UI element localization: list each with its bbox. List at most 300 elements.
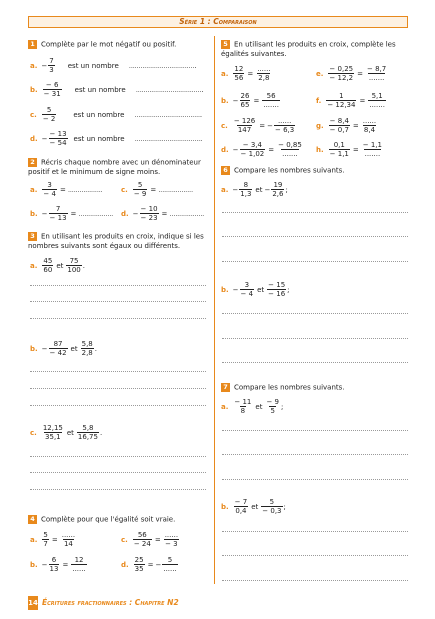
series-title-rest: Comparaison bbox=[213, 17, 257, 26]
punctuation: . bbox=[99, 428, 103, 437]
equals-sign: = bbox=[147, 560, 154, 569]
answer-line[interactable] bbox=[222, 236, 408, 237]
denominator: − 13 bbox=[49, 214, 67, 222]
numerator: − 9 bbox=[266, 398, 279, 406]
minus-sign: − bbox=[232, 285, 239, 294]
ex5-item-e bbox=[316, 65, 388, 82]
item-label: h. bbox=[316, 145, 324, 154]
numerator: 25 bbox=[134, 556, 144, 564]
denominator: − 4 bbox=[240, 290, 254, 298]
item-label: d. bbox=[30, 134, 38, 143]
fraction bbox=[140, 205, 159, 222]
fraction bbox=[133, 531, 152, 548]
item-label: f. bbox=[316, 96, 322, 105]
minus-sign: − bbox=[41, 560, 48, 569]
item-label: a. bbox=[30, 535, 38, 544]
punctuation: . bbox=[199, 110, 203, 119]
minus-sign: − bbox=[41, 209, 48, 218]
answer-blank[interactable]: .................. bbox=[169, 209, 205, 218]
numerator: 7 bbox=[49, 57, 54, 65]
ex6-item-b bbox=[221, 281, 290, 298]
item-label: d. bbox=[121, 209, 129, 218]
numerator: − 3,4 bbox=[242, 141, 262, 149]
fraction bbox=[42, 424, 64, 441]
numerator: ...... bbox=[277, 117, 292, 125]
minus-sign: − bbox=[267, 121, 274, 130]
answer-line[interactable] bbox=[30, 456, 206, 457]
numerator: 12 bbox=[234, 65, 244, 73]
numerator: − 126 bbox=[233, 117, 256, 125]
item-label: a. bbox=[221, 402, 229, 411]
item-label: b. bbox=[30, 209, 38, 218]
minus-sign: − bbox=[264, 185, 271, 194]
answer-line[interactable] bbox=[30, 371, 206, 372]
ex2-item-b bbox=[30, 205, 113, 222]
equals-sign: = bbox=[51, 535, 58, 544]
numerator: − 0,25 bbox=[329, 65, 354, 73]
numerator: − 13 bbox=[49, 130, 67, 138]
minus-sign: − bbox=[41, 61, 48, 70]
equals-sign: = bbox=[59, 185, 66, 194]
answer-line[interactable] bbox=[222, 479, 408, 480]
punctuation: . bbox=[194, 61, 197, 70]
exercise-3-line1: En utilisant les produits en croix, indique si les bbox=[41, 232, 204, 241]
et-word: et bbox=[257, 285, 265, 294]
ex5-item-d bbox=[221, 141, 304, 158]
exercise-3-title bbox=[28, 232, 204, 252]
fraction bbox=[329, 141, 350, 158]
denominator: ...... bbox=[72, 565, 86, 573]
equals-sign: = bbox=[247, 69, 254, 78]
numerator: 87 bbox=[53, 340, 63, 348]
denominator: − 24 bbox=[133, 540, 151, 548]
fraction bbox=[265, 398, 280, 415]
punctuation: . bbox=[82, 261, 85, 270]
fraction[interactable] bbox=[262, 92, 280, 109]
item-text: est un nombre bbox=[74, 85, 126, 94]
fraction[interactable] bbox=[366, 65, 387, 82]
numerator: 3 bbox=[47, 181, 52, 189]
fraction[interactable] bbox=[368, 92, 386, 109]
numerator: 45 bbox=[43, 257, 53, 265]
fraction[interactable] bbox=[362, 141, 383, 158]
denominator: 1,3 bbox=[240, 190, 252, 198]
answer-line[interactable] bbox=[222, 580, 408, 581]
numerator: ...... bbox=[61, 531, 76, 539]
answer-blank[interactable]: .................................. bbox=[135, 85, 202, 94]
fraction bbox=[81, 340, 94, 357]
fraction bbox=[233, 117, 256, 134]
minus-sign: − bbox=[41, 134, 48, 143]
answer-line[interactable] bbox=[222, 212, 408, 213]
answer-line[interactable] bbox=[30, 489, 206, 490]
fraction bbox=[233, 65, 244, 82]
numerator: 5 bbox=[167, 556, 173, 564]
exercise-5-line1: En utilisant les produits en croix, complète les bbox=[234, 40, 396, 49]
answer-line[interactable] bbox=[30, 388, 206, 389]
denominator: − 23 bbox=[140, 214, 158, 222]
equals-sign: = bbox=[357, 69, 363, 78]
item-label: c. bbox=[221, 121, 228, 130]
fraction bbox=[261, 498, 282, 515]
et-word: et bbox=[70, 344, 78, 353]
et-word: et bbox=[255, 185, 263, 194]
denominator: 3 bbox=[49, 66, 54, 74]
denominator: ....... bbox=[282, 150, 298, 158]
et-word: et bbox=[255, 402, 263, 411]
equals-sign: = bbox=[352, 121, 359, 130]
minus-sign: − bbox=[132, 209, 139, 218]
numerator: 5 bbox=[43, 531, 48, 539]
item-label: a. bbox=[30, 185, 38, 194]
numerator: 5 bbox=[137, 181, 143, 189]
numerator: − 7 bbox=[234, 498, 248, 506]
item-label: a. bbox=[30, 261, 38, 270]
exercise-7-number: 7 bbox=[221, 383, 230, 392]
fraction bbox=[49, 340, 68, 357]
punctuation: . bbox=[201, 85, 204, 94]
chapter-footer: Écritures fractionnaires : Chapitre N2 bbox=[42, 598, 179, 607]
item-label: d. bbox=[221, 145, 229, 154]
fraction[interactable] bbox=[256, 65, 271, 82]
denominator: 2,8 bbox=[81, 349, 93, 357]
denominator: − 16 bbox=[268, 290, 286, 298]
exercise-7-title bbox=[221, 383, 345, 393]
ex1-item-a bbox=[30, 57, 196, 74]
exercise-5-title bbox=[221, 40, 396, 60]
ex5-item-h bbox=[316, 141, 384, 158]
exercise-5-line2: égalités suivantes. bbox=[221, 50, 287, 58]
exercise-2-line1: Récris chaque nombre avec un dénominateur bbox=[41, 158, 201, 167]
fraction[interactable] bbox=[164, 531, 179, 548]
denominator: 2,8 bbox=[258, 74, 270, 82]
item-label: a. bbox=[30, 61, 38, 70]
ex4-item-c bbox=[121, 531, 180, 548]
exercise-3-number: 3 bbox=[28, 232, 37, 241]
fraction[interactable] bbox=[362, 117, 377, 134]
fraction bbox=[234, 498, 249, 515]
numerator: 5,8 bbox=[81, 340, 93, 348]
exercise-1-instruction: Complète par le mot négatif ou positif. bbox=[41, 40, 177, 49]
answer-blank[interactable]: .................. bbox=[67, 185, 103, 194]
item-label: b. bbox=[221, 502, 229, 511]
answer-blank[interactable]: .................. bbox=[78, 209, 114, 218]
fraction bbox=[240, 92, 251, 109]
exercise-6-number: 6 bbox=[221, 166, 230, 175]
fraction bbox=[240, 141, 266, 158]
item-label: c. bbox=[121, 535, 128, 544]
equals-sign: = bbox=[259, 121, 266, 130]
ex5-item-a bbox=[221, 65, 273, 82]
denominator: 147 bbox=[237, 126, 252, 134]
answer-line[interactable] bbox=[222, 454, 408, 455]
item-label: b. bbox=[221, 285, 229, 294]
page-number: 14 bbox=[28, 596, 38, 610]
ex2-item-c bbox=[121, 181, 193, 198]
fraction bbox=[66, 257, 81, 274]
numerator: 5 bbox=[46, 106, 52, 114]
denominator: − 31 bbox=[43, 90, 61, 98]
item-label: c. bbox=[30, 110, 37, 119]
denominator: ....... bbox=[368, 74, 385, 82]
item-label: a. bbox=[221, 69, 229, 78]
item-label: a. bbox=[221, 185, 229, 194]
minus-sign: − bbox=[155, 560, 162, 569]
answer-line[interactable] bbox=[30, 301, 206, 302]
fraction bbox=[49, 130, 68, 147]
fraction bbox=[77, 424, 99, 441]
punctuation: ; bbox=[281, 402, 284, 411]
item-label: c. bbox=[121, 185, 128, 194]
fraction bbox=[42, 181, 57, 198]
fraction bbox=[133, 181, 148, 198]
denominator: − 0,7 bbox=[329, 126, 349, 134]
item-label: c. bbox=[30, 428, 37, 437]
ex5-item-c bbox=[221, 117, 296, 134]
denominator: 14 bbox=[63, 540, 73, 548]
fraction bbox=[134, 556, 145, 573]
item-label: d. bbox=[121, 560, 129, 569]
ex1-item-d bbox=[30, 130, 202, 147]
item-label: b. bbox=[30, 344, 38, 353]
numerator: 19 bbox=[273, 181, 283, 189]
denominator: − 12,2 bbox=[329, 74, 354, 82]
equals-sign: = bbox=[161, 209, 168, 218]
fraction bbox=[48, 57, 54, 74]
item-label: b. bbox=[30, 560, 38, 569]
numerator: 12 bbox=[74, 556, 84, 564]
answer-line[interactable] bbox=[222, 338, 408, 339]
exercise-4-title bbox=[28, 515, 175, 525]
fraction bbox=[239, 181, 252, 198]
denominator: 2,6 bbox=[272, 190, 284, 198]
fraction bbox=[329, 117, 350, 134]
et-word: et bbox=[251, 502, 259, 511]
denominator: − 12,34 bbox=[327, 101, 356, 109]
ex3-item-a bbox=[30, 257, 85, 274]
denominator: 35 bbox=[134, 565, 144, 573]
et-word: et bbox=[66, 428, 74, 437]
fraction[interactable] bbox=[61, 531, 76, 548]
exercise-4-instruction: Complète pour que l'égalité soit vraie. bbox=[41, 515, 176, 524]
numerator: − 6 bbox=[45, 81, 59, 89]
numerator: 5,8 bbox=[82, 424, 94, 432]
denominator: 5 bbox=[270, 407, 275, 415]
numerator: − 1,1 bbox=[362, 141, 382, 149]
numerator: 7 bbox=[55, 205, 61, 213]
denominator: ....... bbox=[369, 101, 385, 109]
numerator: 26 bbox=[240, 92, 250, 100]
denominator: 100 bbox=[67, 266, 81, 274]
denominator: − 4 bbox=[43, 190, 56, 198]
ex4-item-a bbox=[30, 531, 77, 548]
denominator: 60 bbox=[43, 266, 53, 274]
denominator: 35,1 bbox=[45, 433, 61, 441]
numerator: 56 bbox=[266, 92, 276, 100]
numerator: 56 bbox=[137, 531, 147, 539]
answer-line[interactable] bbox=[222, 430, 408, 431]
numerator: − 15 bbox=[268, 281, 286, 289]
column-divider bbox=[214, 36, 215, 584]
denominator: − 9 bbox=[133, 190, 147, 198]
numerator: 0,1 bbox=[333, 141, 345, 149]
exercise-1-title bbox=[28, 40, 176, 50]
minus-sign: − bbox=[232, 145, 239, 154]
denominator: ...... bbox=[163, 565, 177, 573]
fraction[interactable] bbox=[277, 141, 303, 158]
numerator: ...... bbox=[164, 531, 179, 539]
fraction[interactable] bbox=[274, 117, 295, 134]
fraction bbox=[240, 281, 255, 298]
denominator: − 3 bbox=[165, 540, 178, 548]
denominator: 8 bbox=[240, 407, 246, 415]
ex1-item-c bbox=[30, 106, 202, 123]
minus-sign: − bbox=[232, 96, 239, 105]
exercise-1-number: 1 bbox=[28, 40, 37, 49]
numerator: − 8,4 bbox=[329, 117, 349, 125]
ex7-item-b bbox=[221, 498, 286, 515]
item-label: e. bbox=[316, 69, 324, 78]
answer-line[interactable] bbox=[222, 313, 408, 314]
numerator: 3 bbox=[244, 281, 250, 289]
numerator: 6 bbox=[51, 556, 57, 564]
ex2-item-d bbox=[121, 205, 204, 222]
answer-blank[interactable]: .................................. bbox=[128, 61, 195, 70]
denominator: 8,4 bbox=[363, 126, 376, 134]
minus-sign: − bbox=[232, 185, 239, 194]
ex4-item-d bbox=[121, 556, 179, 573]
denominator: 56 bbox=[234, 74, 244, 82]
equals-sign: = bbox=[70, 209, 77, 218]
item-text: est un nombre bbox=[73, 134, 125, 143]
answer-blank[interactable]: .................................. bbox=[134, 110, 200, 119]
item-label: b. bbox=[221, 96, 229, 105]
equals-sign: = bbox=[154, 535, 161, 544]
punctuation: . bbox=[200, 134, 203, 143]
series-title-prefix: Série 1 : bbox=[179, 17, 211, 26]
fraction bbox=[326, 92, 356, 109]
fraction bbox=[49, 556, 60, 573]
answer-line[interactable] bbox=[222, 531, 408, 532]
exercise-2-line2: positif et le minimum de signe moins. bbox=[28, 168, 161, 176]
denominator: − 6,3 bbox=[275, 126, 295, 134]
item-label: g. bbox=[316, 121, 324, 130]
denominator: ....... bbox=[364, 150, 381, 158]
equals-sign: = bbox=[253, 96, 260, 105]
item-text: est un nombre bbox=[67, 61, 119, 70]
answer-line[interactable] bbox=[30, 405, 206, 406]
fraction bbox=[42, 257, 53, 274]
ex4-item-b bbox=[30, 556, 88, 573]
punctuation: ; bbox=[285, 185, 288, 194]
denominator: − 0,3 bbox=[262, 507, 282, 515]
et-word: et bbox=[56, 261, 64, 270]
answer-blank[interactable]: .................................. bbox=[134, 134, 201, 143]
fraction bbox=[42, 531, 48, 548]
denominator: − 54 bbox=[49, 139, 67, 147]
ex5-item-f bbox=[316, 92, 387, 109]
denominator: 0,4 bbox=[235, 507, 247, 515]
ex3-item-b bbox=[30, 340, 97, 357]
item-label: b. bbox=[30, 85, 38, 94]
answer-line[interactable] bbox=[30, 285, 206, 286]
fraction bbox=[267, 281, 286, 298]
series-title-bar bbox=[28, 16, 408, 28]
exercise-6-title bbox=[221, 166, 345, 176]
exercise-5-number: 5 bbox=[221, 40, 230, 49]
fraction bbox=[328, 65, 354, 82]
denominator: 16,75 bbox=[77, 433, 98, 441]
minus-sign: − bbox=[41, 344, 48, 353]
exercise-4-number: 4 bbox=[28, 515, 37, 524]
numerator: − 0,85 bbox=[278, 141, 302, 149]
answer-line[interactable] bbox=[30, 472, 206, 473]
exercise-7-instruction: Compare les nombres suivants. bbox=[234, 383, 345, 392]
ex2-item-a bbox=[30, 181, 102, 198]
numerator: ...... bbox=[362, 117, 377, 125]
answer-line[interactable] bbox=[222, 362, 408, 363]
answer-line[interactable] bbox=[222, 261, 408, 262]
exercise-2-title bbox=[28, 158, 201, 178]
ex1-item-b bbox=[30, 81, 203, 98]
numerator: 1 bbox=[339, 92, 344, 100]
item-text: est un nombre bbox=[73, 110, 125, 119]
fraction bbox=[233, 398, 252, 415]
denominator: 65 bbox=[240, 101, 250, 109]
punctuation: ; bbox=[283, 502, 286, 511]
denominator: − 42 bbox=[49, 349, 67, 357]
equals-sign: = bbox=[62, 560, 69, 569]
numerator: 5 bbox=[269, 498, 275, 506]
equals-sign: = bbox=[359, 96, 366, 105]
punctuation: ; bbox=[287, 285, 290, 294]
exercise-2-number: 2 bbox=[28, 158, 37, 167]
denominator: − 1,02 bbox=[240, 150, 265, 158]
numerator: ...... bbox=[257, 65, 271, 73]
answer-line[interactable] bbox=[222, 555, 408, 556]
numerator: 75 bbox=[69, 257, 79, 265]
denominator: − 1,1 bbox=[329, 150, 349, 158]
numerator: 8 bbox=[243, 181, 249, 189]
ex7-item-a bbox=[221, 398, 283, 415]
fraction[interactable] bbox=[162, 556, 177, 573]
fraction bbox=[49, 205, 68, 222]
exercise-3-line2: nombres suivants sont égaux ou différents. bbox=[28, 242, 181, 250]
punctuation: . bbox=[94, 344, 97, 353]
equals-sign: = bbox=[268, 145, 275, 154]
answer-line[interactable] bbox=[30, 318, 206, 319]
equals-sign: = bbox=[150, 185, 157, 194]
fraction[interactable] bbox=[71, 556, 86, 573]
exercise-6-instruction: Compare les nombres suivants. bbox=[234, 166, 345, 175]
fraction bbox=[42, 106, 57, 123]
ex6-item-a bbox=[221, 181, 288, 198]
numerator: 12,15 bbox=[42, 424, 63, 432]
ex5-item-g bbox=[316, 117, 378, 134]
numerator: − 10 bbox=[140, 205, 158, 213]
denominator: ....... bbox=[263, 101, 279, 109]
answer-blank[interactable]: .................. bbox=[158, 185, 193, 194]
fraction bbox=[43, 81, 62, 98]
denominator: 7 bbox=[43, 540, 48, 548]
ex3-item-c bbox=[30, 424, 102, 441]
denominator: − 2 bbox=[42, 115, 56, 123]
numerator: 5,1 bbox=[371, 92, 383, 100]
ex5-item-b bbox=[221, 92, 281, 109]
fraction bbox=[271, 181, 284, 198]
numerator: − 8,7 bbox=[366, 65, 387, 73]
numerator: − 11 bbox=[234, 398, 252, 406]
